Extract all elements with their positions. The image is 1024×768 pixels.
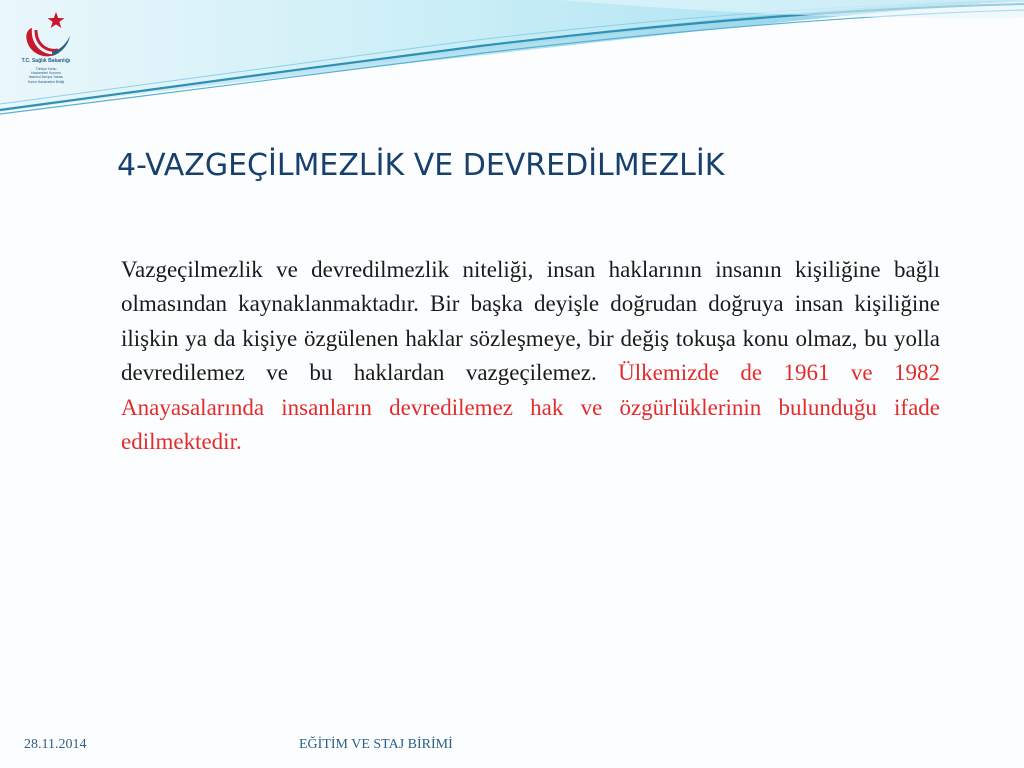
slide-title: 4-VAZGEÇİLMEZLİK VE DEVREDİLMEZLİK (117, 148, 725, 183)
footer-date: 28.11.2014 (24, 737, 87, 752)
logo-subtitle-line: İstanbul Avrupa Yakası (28, 75, 64, 80)
crescent-star-icon (12, 6, 88, 66)
logo-subtitle (4, 67, 88, 84)
logo-subtitle-line: Hastaneleri Kurumu (31, 71, 61, 76)
logo-title: T.C. Sağlık Bakanlığı (21, 58, 71, 64)
body-paragraph (121, 253, 940, 459)
logo-subtitle-line: Kamu Hastaneleri Birliği (27, 79, 65, 84)
body-highlight-text: Ülkemizde de 1961 ve 1982 Anayasalarında insanların devredilemez hak ve özgürlüklerinin bulunduğu ifade edilmektedir. (121, 360, 941, 455)
logo-subtitle-line: Türkiye Kamu (35, 67, 57, 71)
ministry-logo (12, 6, 88, 106)
footer-unit-name: EĞİTİM VE STAJ BİRİMİ (299, 737, 453, 752)
body-text: Vazgeçilmezlik ve devredilmezlik niteliği, insan haklarının insanın kişiliğine bağlı olmasından kaynaklanmaktadır. Bir başka deyişle doğrudan doğruya insan kişiliğine ilişkin ya da kişiye özgülenen haklar sözleşmeye, bir değiş tokuşa konu olmaz, bu yolla devredilemez ve bu haklardan vazgeçilemez. (121, 257, 940, 386)
header-wave-decoration (0, 0, 1024, 120)
